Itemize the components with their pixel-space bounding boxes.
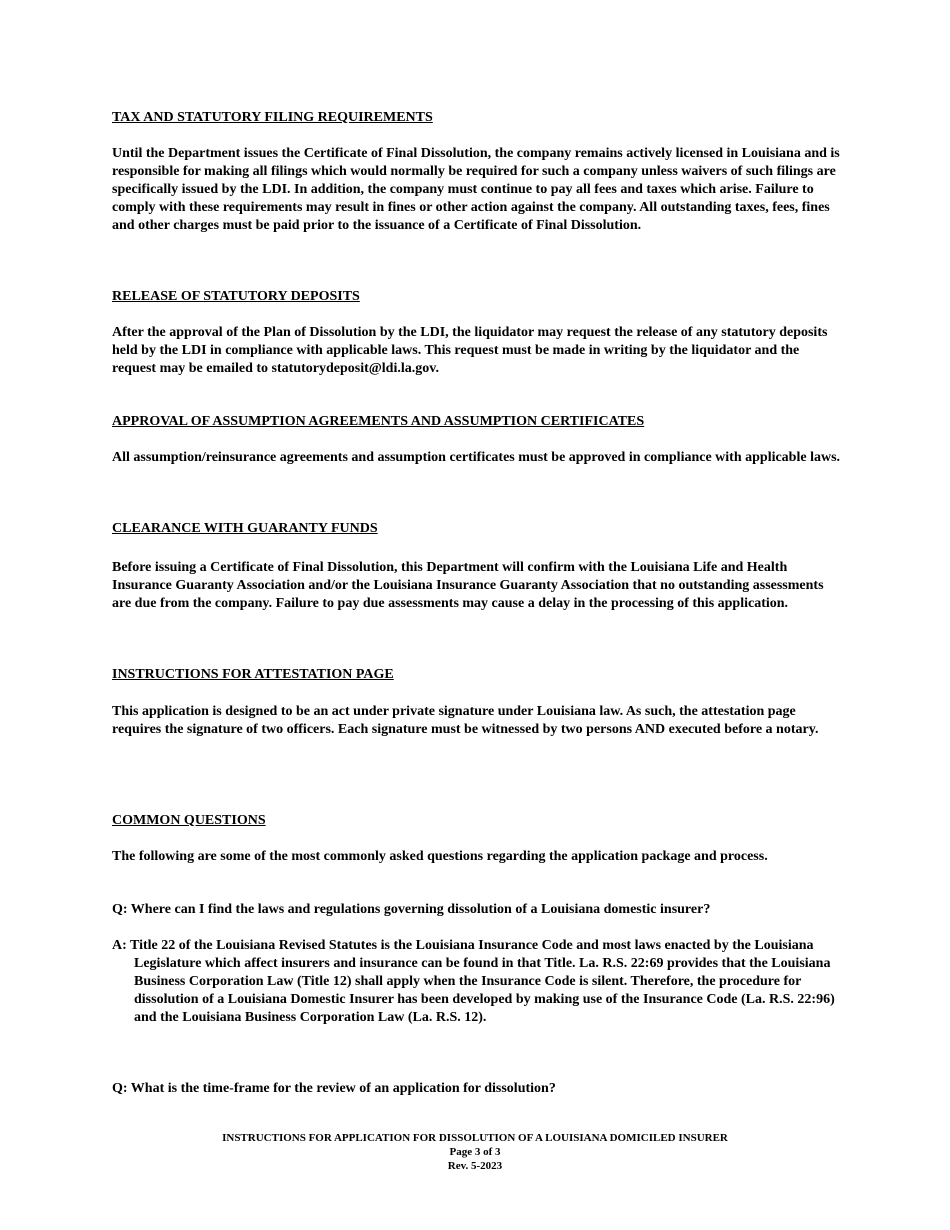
question-2: Q: What is the time-frame for the review of an application for dissolution? (112, 1081, 556, 1096)
section-body-attestation: This application is designed to be an act under private signature under Louisiana law. As such, the attestation page requires the signature of two officers. Each signature must be witnessed by two persons AND executed before a notary. (112, 704, 819, 737)
section-body-assumption: All assumption/reinsurance agreements and assumption certificates must be approved in compliance with applicable laws. (112, 450, 841, 465)
section-heading-tax: TAX AND STATUTORY FILING REQUIREMENTS (112, 110, 433, 125)
footer-page-number: Page 3 of 3 (449, 1146, 501, 1158)
section-heading-guaranty: CLEARANCE WITH GUARANTY FUNDS (112, 521, 378, 536)
page-footer (0, 1131, 950, 1173)
section-body-tax: Until the Department issues the Certificate of Final Dissolution, the company remains actively licensed in Louisiana and is responsible for making all filings which would normally be required for such a company unless waivers of such filings are specifically issued by the LDI. In addition, the company must continue to pay all fees and taxes which arise. Failure to comply with these requirements may result in fines or other action against the company. All outstanding taxes, fees, fines and other charges must be paid prior to the issuance of a Certificate of Final Dissolution. (112, 146, 840, 233)
question-1: Q: Where can I find the laws and regulations governing dissolution of a Louisiana domestic insurer? (112, 902, 711, 917)
section-body-guaranty: Before issuing a Certificate of Final Dissolution, this Department will confirm with the Louisiana Life and Health Insurance Guaranty Association and/or the Louisiana Insurance Guaranty Association that no outstanding assessments are due from the company. Failure to pay due assessments may cause a delay in the processing of this application. (112, 560, 824, 611)
section-body-deposits: After the approval of the Plan of Dissolution by the LDI, the liquidator may request the release of any statutory deposits held by the LDI in compliance with applicable laws. This request must be made in writing by the liquidator and the request may be emailed to statutorydeposit@ldi.la.gov. (112, 325, 828, 376)
answer-1: A: Title 22 of the Louisiana Revised Statutes is the Louisiana Insurance Code and most laws enacted by the Louisiana Legislature which affect insurers and insurance can be found in that Title. La. R.S. 22:69 provides that the Louisiana Business Corporation Law (Title 12) shall apply when the Insurance Code is silent. Therefore, the procedure for dissolution of a Louisiana Domestic Insurer has been developed by making use of the Insurance Code (La. R.S. 22:96) and the Louisiana Business Corporation Law (La. R.S. 12). (112, 938, 835, 1025)
footer-revision: Rev. 5-2023 (447, 1160, 503, 1172)
footer-title: INSTRUCTIONS FOR APPLICATION FOR DISSOLUTION OF A LOUISIANA DOMICILED INSURER (222, 1132, 728, 1144)
section-heading-deposits: RELEASE OF STATUTORY DEPOSITS (112, 289, 360, 304)
section-heading-assumption: APPROVAL OF ASSUMPTION AGREEMENTS AND ASSUMPTION CERTIFICATES (112, 414, 645, 429)
section-heading-common: COMMON QUESTIONS (112, 813, 266, 828)
section-body-common: The following are some of the most commonly asked questions regarding the application package and process. (112, 849, 768, 864)
section-heading-attestation: INSTRUCTIONS FOR ATTESTATION PAGE (112, 667, 394, 682)
